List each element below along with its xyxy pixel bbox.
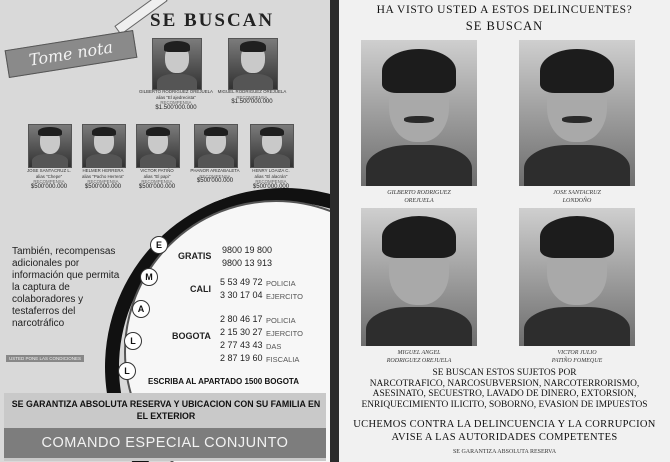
suspect-photo — [228, 38, 278, 90]
phone-number: 2 80 46 17 — [220, 314, 263, 324]
reward-amount: $500'000.000 — [196, 178, 234, 185]
crimes-list — [339, 368, 670, 410]
suspect-caption — [236, 168, 306, 190]
agency-label: DAS — [266, 342, 282, 351]
suspect-surname: PATIÑO FOMEQUE — [551, 358, 603, 364]
left-poster — [0, 0, 330, 462]
crimes-line: NARCOTRAFICO, NARCOSUBVERSION, NARCOTERRORISMO, — [369, 378, 640, 389]
additional-rewards-text: También, recompensas adicionales por información que permita la captura de colaboradores y testaferros del narcotráfico — [12, 246, 120, 329]
suspect-surname: OREJUELA — [404, 198, 434, 204]
suspect-name: GILBERTO RODRIGUEZ OREJUELA — [138, 89, 213, 94]
crimes-line: ENRIQUECIMIENTO ILICITO, SOBORNO, EVASION DE IMPUESTOS — [361, 399, 648, 410]
suspect-alias: alias "El papi" — [143, 173, 171, 179]
right-poster — [339, 0, 670, 462]
mailbox-text: ESCRIBA AL APARTADO 1500 BOGOTA — [148, 377, 299, 386]
cali-label: CALI — [190, 284, 211, 294]
reward-amount: $500'000.000 — [84, 183, 122, 190]
suspect-photo — [82, 124, 126, 168]
suspect-name: HENRY LOAIZA C. — [252, 168, 290, 173]
phone-number: 9800 13 913 — [222, 258, 273, 268]
phone-number: 2 15 30 27 — [220, 327, 263, 337]
phone-number: 9800 19 800 — [222, 245, 273, 255]
suspect-alias: alias "Chepe" — [35, 173, 63, 179]
suspect-surname: RODRIGUEZ OREJUELA — [386, 358, 452, 364]
call-letter: M — [140, 268, 158, 286]
suspect-alias: alias "Pacho Herrera" — [82, 173, 124, 179]
suspect-name: MIGUEL ANGEL — [397, 350, 441, 356]
call-to-action-line: AVISE A LAS AUTORIDADES COMPETENTES — [391, 432, 618, 443]
suspect-caption — [359, 349, 479, 365]
suspect-caption — [359, 189, 479, 205]
suspect-alias: alias "El alacrán" — [254, 173, 288, 179]
crimes-line: ASESINATO, SECUESTRO, LAVADO DE DINERO, EXTORSION, — [372, 389, 637, 399]
agency-label: FISCALIA — [266, 355, 300, 364]
agency-label: POLICIA — [266, 279, 296, 288]
tome-nota-banner: Tome nota — [5, 30, 138, 78]
gratis-label: GRATIS — [178, 251, 212, 261]
guarantee-text: SE GARANTIZA ABSOLUTA RESERVA Y UBICACION CON SU FAMILIA EN EL EXTERIOR — [11, 399, 321, 421]
suspect-name: VICTOR JULIO — [557, 350, 597, 356]
suspect-photo — [519, 40, 635, 186]
suspect-photo — [361, 208, 477, 346]
suspect-caption — [208, 89, 296, 106]
bogota-label: BOGOTA — [172, 331, 211, 341]
suspect-alias: alias "El ajedrecista" — [156, 94, 196, 100]
reward-amount: $500'000.000 — [252, 183, 290, 190]
left-poster-title: SE BUSCAN — [150, 10, 275, 31]
reward-label: RECOMPENSA — [199, 173, 231, 179]
suspect-name: HELMER HERRERA — [82, 168, 124, 173]
suspect-surname: LONDOÑO — [562, 198, 592, 204]
suspect-photo — [250, 124, 294, 168]
reward-label: RECOMPENSA — [33, 179, 65, 185]
phone-number: 3 30 17 04 — [220, 290, 263, 300]
suspect-name: PHANOR ARIZABALETA — [190, 168, 240, 173]
suspect-caption — [132, 89, 220, 111]
suspect-caption — [517, 349, 637, 365]
phone-number: 2 77 43 43 — [220, 340, 263, 350]
suspect-photo — [136, 124, 180, 168]
command-footer: COMANDO ESPECIAL CONJUNTO — [4, 428, 326, 458]
reward-label: RECOMPENSA — [255, 179, 287, 185]
reward-amount: $500'000.000 — [138, 183, 176, 190]
suspect-name: JOSE SANTACRUZ L. — [26, 168, 72, 173]
suspect-name: VICTOR PATIÑO — [140, 168, 174, 173]
reward-label: RECOMPENSA — [160, 100, 192, 106]
suspect-photo — [519, 208, 635, 346]
reward-amount: $1.500'000.000 — [231, 99, 273, 106]
suspect-name: JOSE SANTACRUZ — [553, 190, 601, 196]
crimes-line: SE BUSCAN ESTOS SUJETOS POR — [432, 368, 577, 378]
reward-label: RECOMPENSA — [141, 179, 173, 185]
phone-number: 2 87 19 60 — [220, 353, 263, 363]
call-letter: E — [150, 236, 168, 254]
call-to-action-line: UCHEMOS CONTRA LA DELINCUENCIA Y LA CORRUPCION — [353, 419, 656, 430]
right-poster-subheading: SE BUSCAN — [465, 19, 544, 33]
right-poster-heading: HA VISTO USTED A ESTOS DELINCUENTES? — [376, 4, 633, 16]
agency-label: EJERCITO — [266, 329, 303, 338]
reserve-note: SE GARANTIZA ABSOLUTA RESERVA — [452, 449, 557, 455]
suspect-caption — [517, 189, 637, 205]
reward-label: RECOMPENSA — [236, 94, 268, 100]
call-to-action — [339, 418, 670, 444]
reward-label: RECOMPENSA — [87, 179, 119, 185]
agency-label: EJERCITO — [266, 292, 303, 301]
suspect-name: GILBERTO RODRIGUEZ — [387, 190, 451, 196]
agency-label: POLICIA — [266, 316, 296, 325]
suspect-photo — [361, 40, 477, 186]
call-letter: L — [124, 332, 142, 350]
phone-number: 5 53 49 72 — [220, 277, 263, 287]
suspect-photo — [194, 124, 238, 168]
suspect-photo — [28, 124, 72, 168]
call-letter: L — [118, 362, 136, 380]
reward-amount: $1.500'000.000 — [155, 104, 197, 111]
suspect-photo — [152, 38, 202, 90]
suspect-name: MIGUEL RODRIGUEZ OREJUELA — [217, 89, 287, 94]
reward-amount: $500'000.000 — [30, 183, 68, 190]
conditions-label: USTED PONE LAS CONDICIONES — [6, 355, 84, 362]
call-letter: A — [132, 300, 150, 318]
